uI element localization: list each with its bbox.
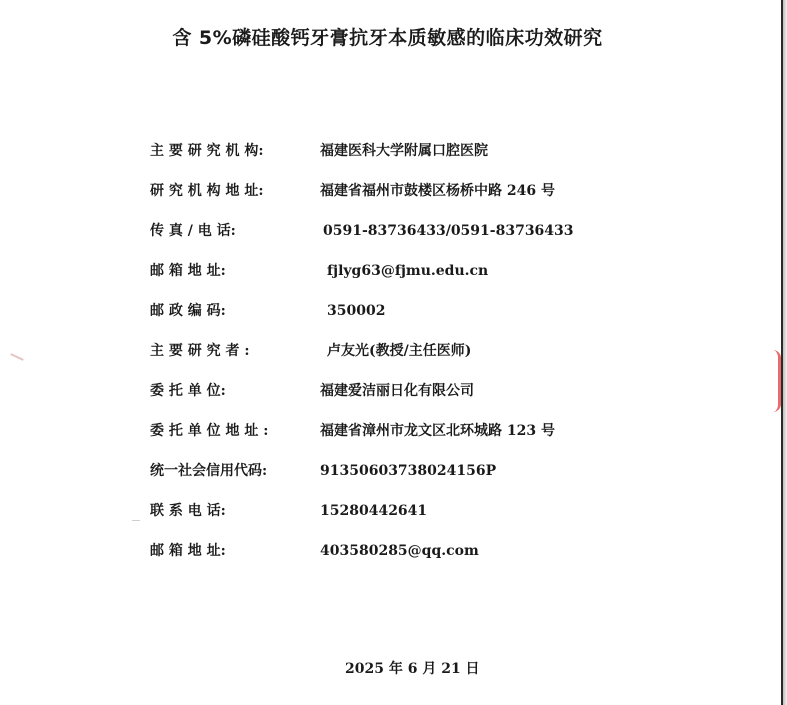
info-value: 福建省福州市鼓楼区杨桥中路 246 号 (320, 183, 555, 199)
info-row-main-institution (150, 140, 650, 180)
info-label: 传 真 / 电 话: (150, 223, 236, 239)
info-value: 卢友光(教授/主任医师) (327, 343, 472, 359)
info-label: 主 要 研 究 者 : (150, 343, 250, 359)
scan-speck (132, 520, 140, 521)
info-value: 403580285@qq.com (320, 543, 479, 559)
document-date: 2025 年 6 月 21 日 (345, 661, 480, 677)
document-title: 含 5%磷硅酸钙牙膏抗牙本质敏感的临床功效研究 (172, 26, 603, 49)
info-row-sponsor (150, 380, 650, 420)
page-edge (781, 0, 783, 705)
info-label: 主 要 研 究 机 构: (150, 143, 264, 159)
info-label: 邮 箱 地 址: (150, 543, 226, 559)
info-label: 邮 政 编 码: (150, 303, 226, 319)
scan-speck (10, 353, 24, 361)
info-value: 0591-83736433/0591-83736433 (323, 223, 574, 239)
info-row-postcode (150, 300, 650, 340)
info-row-contact-phone (150, 500, 650, 540)
info-row-sponsor-address (150, 420, 650, 460)
info-row-sponsor-email (150, 540, 650, 580)
info-label: 统一社会信用代码: (150, 463, 268, 479)
info-label: 邮 箱 地 址: (150, 263, 226, 279)
info-label: 委 托 单 位: (150, 383, 226, 399)
info-value: fjlyg63@fjmu.edu.cn (327, 263, 489, 279)
info-value: 350002 (327, 303, 386, 319)
info-value: 91350603738024156P (320, 463, 497, 479)
info-row-principal-investigator (150, 340, 650, 380)
info-value: 15280442641 (320, 503, 428, 519)
info-label: 研 究 机 构 地 址: (150, 183, 264, 199)
seal-stamp-fragment (770, 350, 781, 412)
info-value: 福建省漳州市龙文区北环城路 123 号 (320, 423, 555, 439)
info-row-email (150, 260, 650, 300)
info-value: 福建爱洁丽日化有限公司 (320, 383, 474, 399)
page-edge-shadow (783, 0, 787, 705)
info-list (150, 140, 650, 580)
info-row-institution-address (150, 180, 650, 220)
info-row-fax-phone (150, 220, 650, 260)
info-label: 委 托 单 位 地 址 : (150, 423, 269, 439)
info-value: 福建医科大学附属口腔医院 (320, 143, 488, 159)
info-row-credit-code (150, 460, 650, 500)
info-label: 联 系 电 话: (150, 503, 226, 519)
